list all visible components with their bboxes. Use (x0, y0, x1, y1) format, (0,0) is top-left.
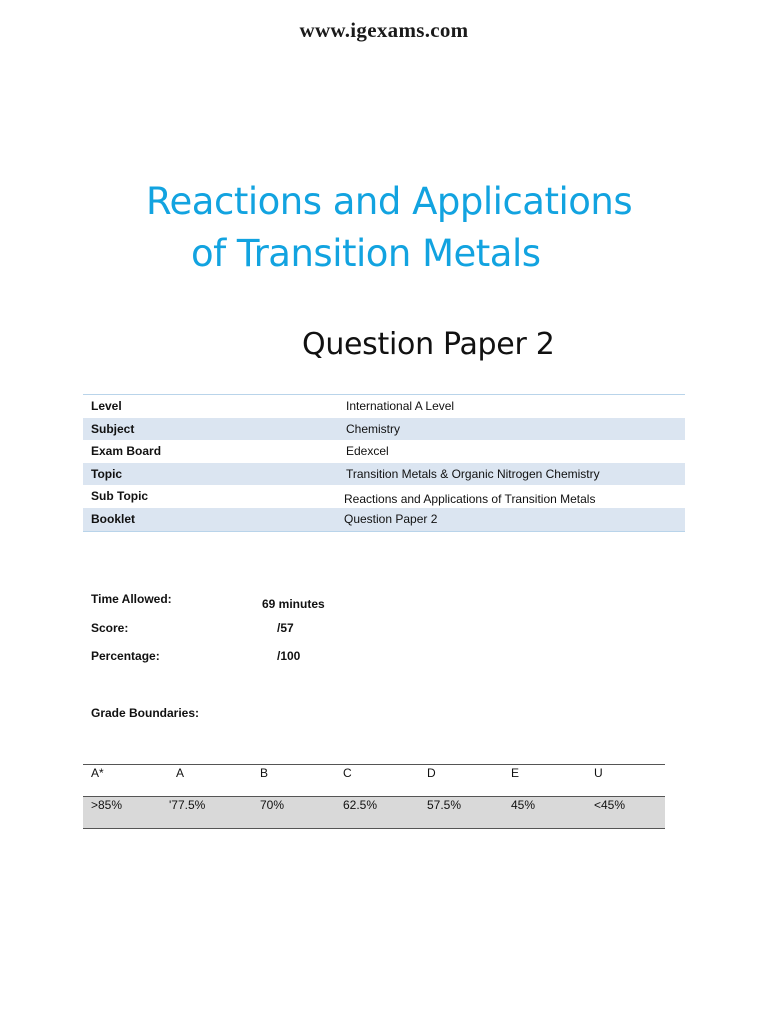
percentage-value: /100 (277, 649, 301, 663)
grade-cell: A (176, 766, 185, 780)
grade-cell: C (343, 766, 352, 780)
threshold-cell: 62.5% (343, 798, 378, 812)
info-value: International A Level (346, 399, 455, 413)
percentage-label: Percentage: (91, 649, 160, 663)
info-row-sub-topic (83, 485, 685, 508)
title-line-1: Reactions and Applications (146, 180, 633, 223)
time-allowed-value: 69 minutes (262, 597, 325, 611)
threshold-cell: >85% (91, 798, 123, 812)
threshold-cell: 57.5% (427, 798, 462, 812)
grade-cell: A* (91, 766, 104, 780)
grade-cell: D (427, 766, 436, 780)
threshold-cell: 45% (511, 798, 536, 812)
grade-cell: E (511, 766, 520, 780)
info-table (83, 394, 685, 532)
info-value: Edexcel (346, 444, 389, 459)
info-row-exam-board (83, 440, 685, 463)
info-key: Exam Board (91, 444, 162, 459)
info-row-topic (83, 463, 685, 486)
info-row-subject (83, 418, 685, 441)
score-value: /57 (277, 621, 294, 635)
info-key: Sub Topic (91, 489, 149, 504)
info-key: Subject (91, 421, 135, 436)
grade-cell: B (260, 766, 269, 780)
info-row-level (83, 395, 685, 418)
info-value: Question Paper 2 (344, 511, 438, 526)
grade-cell: U (594, 766, 603, 780)
question-paper-heading: Question Paper 2 (302, 327, 555, 362)
info-key: Level (91, 399, 122, 413)
grade-header-row (83, 764, 665, 797)
info-value: Transition Metals & Organic Nitrogen Chemistry (346, 466, 600, 481)
info-key: Booklet (91, 511, 136, 526)
info-row-booklet (83, 508, 685, 531)
threshold-cell: '77.5% (169, 798, 206, 812)
info-value: Reactions and Applications of Transition Metals (344, 492, 596, 507)
score-label: Score: (91, 621, 129, 635)
grade-threshold-row (83, 797, 665, 829)
title-line-2: of Transition Metals (191, 232, 541, 275)
threshold-cell: 70% (260, 798, 285, 812)
grade-boundaries-table (83, 764, 665, 828)
grade-boundaries-label: Grade Boundaries: (91, 706, 200, 720)
info-value: Chemistry (346, 421, 401, 436)
site-url: www.igexams.com (299, 18, 469, 42)
threshold-cell: <45% (594, 798, 626, 812)
info-key: Topic (91, 466, 123, 481)
time-allowed-label: Time Allowed: (91, 592, 172, 606)
